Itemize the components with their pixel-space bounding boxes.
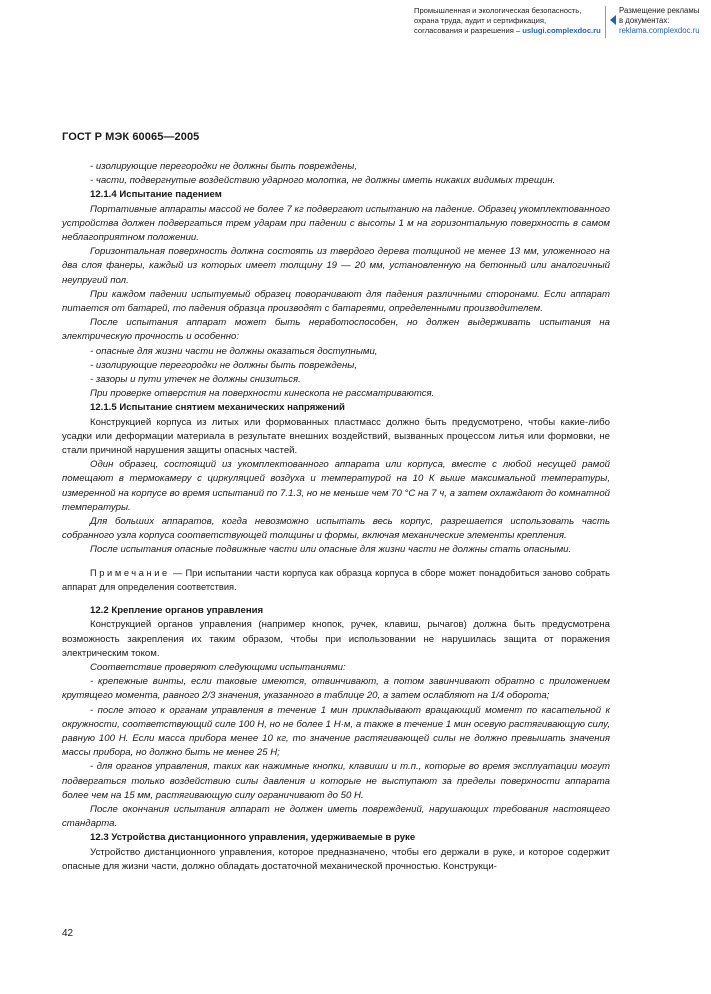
paragraph: Горизонтальная поверхность должна состоять из твердого дерева толщиной не менее 13 мм, уложенного на два слоя фанеры, каждый из которых имеет толщину 19 — 20 мм, установленную на бетонный или аналогичный неупругий пол. bbox=[62, 246, 610, 286]
note-text: — При испытании части корпуса как образца корпуса в сборе может понадобиться заново собрать аппарат для определения соответствия. bbox=[62, 567, 610, 592]
services-ad-line-1: Промышленная и экологическая безопасность, bbox=[414, 6, 582, 15]
paragraph: Конструкцией корпуса из литых или формованных пластмасс должно быть предусмотрено, чтобы какие-либо усадки или деформации материала в результате внешних воздействий, вызванных процессом литья или формовки, не стали причиной нарушения защиты опасных частей. bbox=[62, 416, 610, 457]
paragraph: - зазоры и пути утечек не должны снизиться. bbox=[90, 374, 301, 386]
section-heading: 12.1.5 Испытание снятием механических напряжений bbox=[90, 402, 345, 414]
services-ad bbox=[414, 6, 602, 36]
paragraph: - для органов управления, таких как нажимные кнопки, клавиши и т.п., которые во время эксплуатации могут подвергаться только воздействию силы давления и которые не выступают за пределы поверхности аппарата более чем на 15 мм, растягивающую силу ограничивают до 50 Н. bbox=[62, 761, 610, 801]
paragraph: Для больших аппаратов, когда невозможно испытать весь корпус, разрешается использовать часть собранного узла корпуса соответствующей толщины и формы, включая механические элементы крепления. bbox=[62, 516, 610, 542]
section-heading: 12.1.4 Испытание падением bbox=[90, 189, 222, 201]
services-link[interactable]: uslugi.complexdoc.ru bbox=[522, 26, 601, 35]
document-id: ГОСТ Р МЭК 60065—2005 bbox=[62, 131, 200, 143]
paragraph: - крепежные винты, если таковые имеются, отвинчивают, а потом завинчивают обратно с приложением крутящего момента, равного 2/3 значения, указанного в таблице 20, а затем ослабляют на 1/4 оборота; bbox=[62, 676, 610, 702]
paragraph: Один образец, состоящий из укомплектованного аппарата или корпуса, вместе с любой несущей рамой помещают в термокамеру с циркуляцией воздуха и температурой на 10 К выше максимальной температуры, измеренной на корпусе во время испытаний по 7.1.3, но не меньше чем 70 °С на 7 ч, а затем охлаждают до комнатной температуры. bbox=[62, 459, 610, 513]
paragraph: После окончания испытания аппарат не должен иметь повреждений, нарушающих требования настоящего стандарта. bbox=[62, 803, 610, 830]
ad-placement-line-1: Размещение рекламы bbox=[619, 6, 700, 15]
paragraph: После испытания аппарат может быть неработоспособен, но должен выдерживать испытания на электрическую прочность и особенно: bbox=[62, 317, 610, 343]
services-ad-line-3: согласования и разрешения – bbox=[414, 26, 521, 35]
page-number: 42 bbox=[62, 928, 74, 939]
paragraph: При проверке отверстия на поверхности кинескопа не рассматриваются. bbox=[90, 388, 435, 400]
section-heading: 12.2 Крепление органов управления bbox=[90, 605, 264, 617]
note-label: Примечание bbox=[90, 567, 170, 578]
paragraph: Устройство дистанционного управления, которое предназначено, чтобы его держали в руке, и которое содержит опасные для жизни части, должно обладать достаточной механической прочностью. Конструкци- bbox=[62, 846, 610, 872]
paragraph: - опасные для жизни части не должны оказаться доступными, bbox=[90, 345, 378, 357]
ad-placement bbox=[619, 6, 711, 36]
paragraph: - изолирующие перегородки не должны быть повреждены, bbox=[90, 359, 358, 371]
arrow-left-icon bbox=[610, 15, 616, 25]
paragraph: При каждом падении испытуемый образец поворачивают для падения различными сторонами. Если аппарат питается от батарей, то падения образца производят с батареями, определенными производителем. bbox=[62, 288, 610, 315]
paragraph: Портативные аппараты массой не более 7 кг подвергают испытанию на падение. Образец укомплектованного устройства должен подвергаться трем ударам при падении с высоты 1 м на горизонтальную поверхность в самом неблагоприятном положении. bbox=[62, 203, 610, 244]
paragraph: После испытания опасные подвижные части или опасные для жизни части не должны стать опасными. bbox=[90, 544, 572, 556]
document-body bbox=[62, 160, 610, 874]
paragraph: - изолирующие перегородки не должны быть повреждены, bbox=[90, 161, 358, 172]
ad-placement-link[interactable]: reklama.complexdoc.ru bbox=[619, 26, 700, 35]
note bbox=[62, 566, 610, 594]
ad-placement-line-2: в документах: bbox=[619, 16, 670, 25]
banner-divider bbox=[605, 6, 606, 38]
paragraph: Конструкцией органов управления (например кнопок, ручек, клавиш, рычагов) должна быть предусмотрена возможность закрепления их таким образом, чтобы при использовании не нарушилась защита от поражения электрическим током. bbox=[62, 619, 610, 659]
paragraph: - части, подвергнутые воздействию ударного молотка, не должны иметь никаких видимых трещин. bbox=[90, 175, 556, 187]
section-heading: 12.3 Устройства дистанционного управления, удерживаемые в руке bbox=[90, 832, 416, 844]
services-ad-line-2: охрана труда, аудит и сертификация, bbox=[414, 16, 547, 25]
paragraph: - после этого к органам управления в течение 1 мин прикладывают вращающий момент по касательной к окружности, соответствующий силе 100 Н, но не более 1 Н·м, а также в течение 1 мин осевую растягивающую силу, равную 100 Н. Если масса прибора менее 10 кг, то значение растягивающей силы не должно превышать значения массы прибора, но должно быть не менее 25 Н; bbox=[62, 704, 610, 759]
top-banner bbox=[0, 3, 711, 43]
paragraph: Соответствие проверяют следующими испытаниями: bbox=[90, 661, 346, 673]
